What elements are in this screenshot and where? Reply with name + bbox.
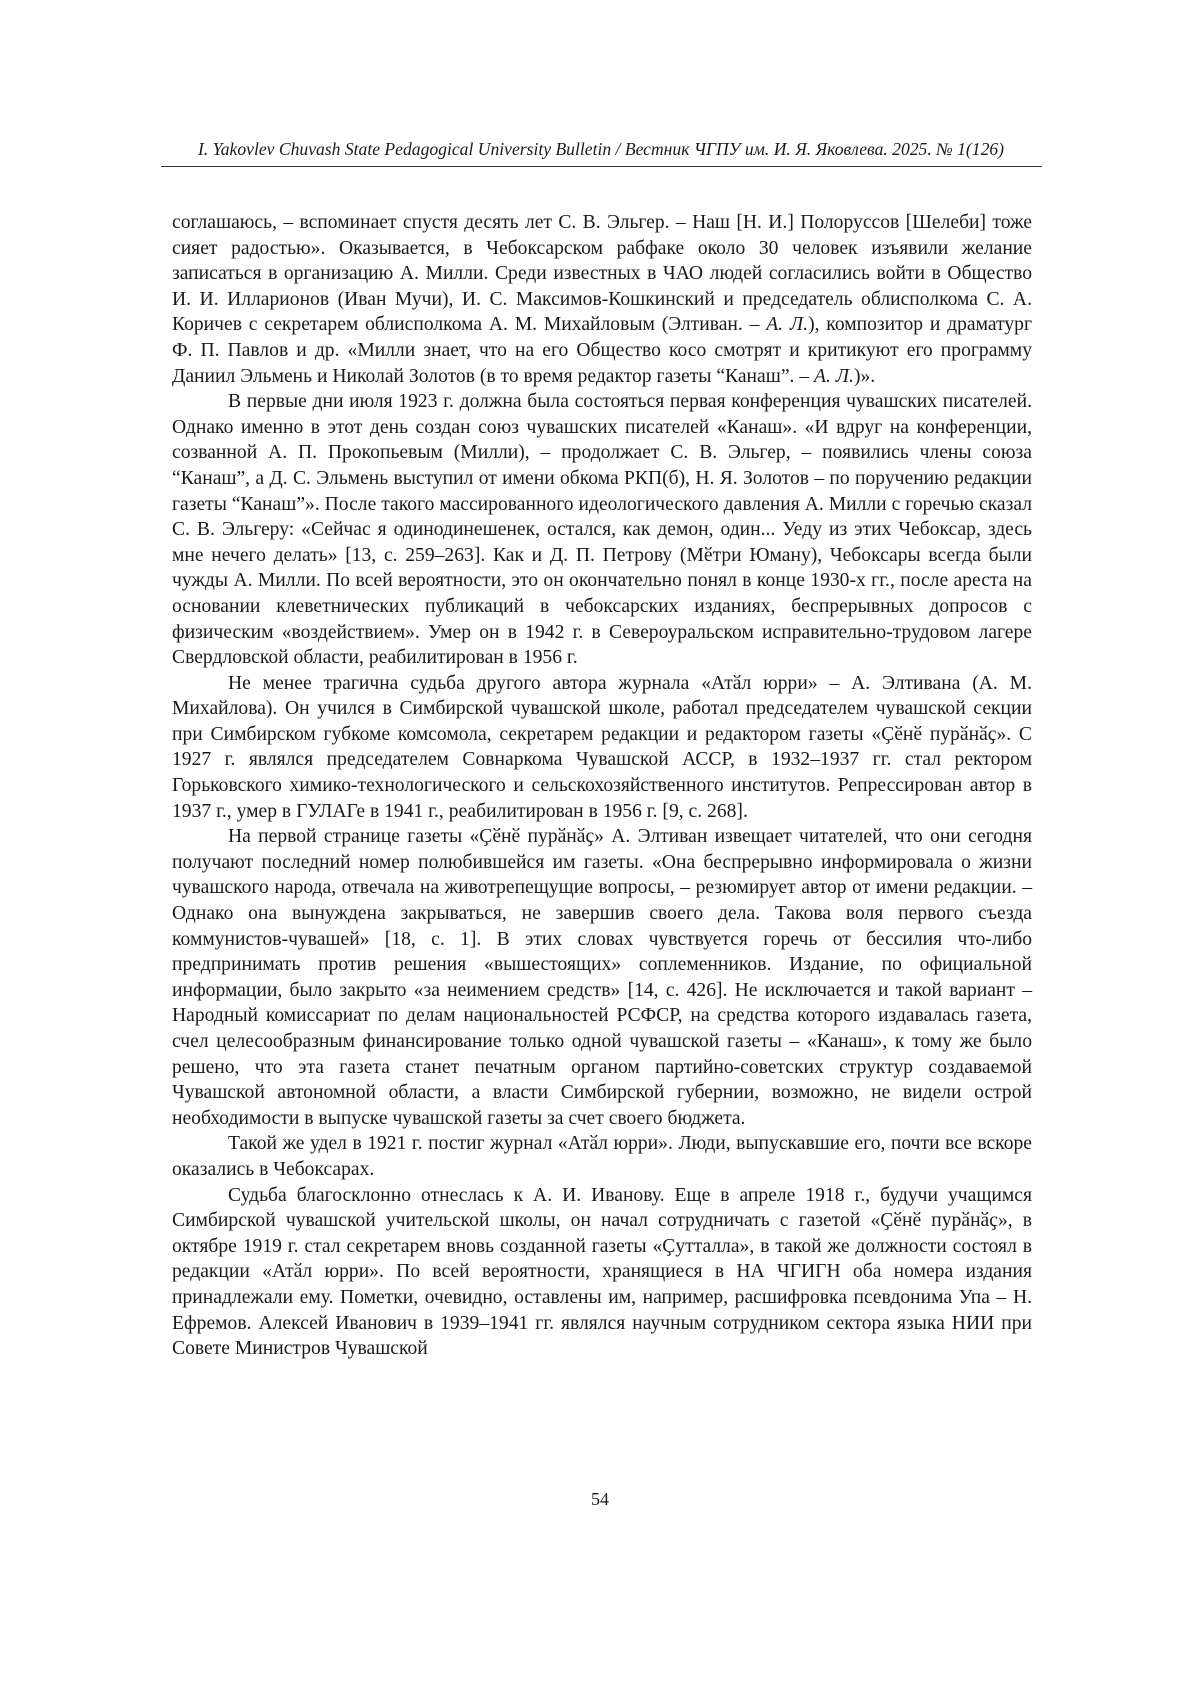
text-run: В первые дни июля 1923 г. должна была состояться первая конференция чувашских писателей. Однако именно в этот день создан союз чувашских писателей «Канаш». «И вдруг на конференции, созванной А. П. Прокопьевым (Милли), – продолжает С. В. Эльгер, – появились члены союза “Канаш”, а Д. С. Эльмень выступил от имени обкома РКП(б), Н. Я. Золотов – по поручению редакции газеты “Канаш”». После такого массированного идеологического давления А. Милли с горечью сказал С. В. Эльгеру: «Сейчас я одинодинешенек, остался, как демон, один... Уеду из этих Чебоксар, здесь мне нечего делать» [13, с. 259–263]. Как и Д. П. Петрову (Мӗтри Юману), Чебоксары всегда были чужды А. Милли. По всей вероятности, это он окончательно понял в конце 1930-х гг., после ареста на основании клеветнических публикаций в чебоксарских изданиях, беспрерывных допросов с физическим «воздействием». Умер он в 1942 г. в Североуральском исправительно-трудовом лагере Свердловской области, реабилитирован в 1956 г.	[172, 391, 1032, 669]
paragraph	[172, 389, 1032, 671]
article-body	[172, 210, 1032, 1362]
text-run: соглашаюсь, – вспоминает спустя десять лет С. В. Эльгер. – Наш [Н. И.] Полоруссов [Шелеби] тоже сияет радостью». Оказывается, в Чебоксарском рабфаке около 30 человек изъявили желание записаться в организацию А. Милли. Среди известных в ЧАО людей согласились войти в Общество И. И. Илларионов (Иван Мучи), И. С. Максимов-Кошкинский и председатель облисполкома С. А. Коричев с секретарем облисполкома А. М. Михайловым (Элтиван. –	[172, 212, 1032, 336]
paragraph	[172, 1131, 1032, 1182]
text-run: Не менее трагична судьба другого автора журнала «Атӑл юрри» – А. Элтивана (А. М. Михайлова). Он учился в Симбирской чувашской школе, работал председателем чувашской секции при Симбирском губкоме комсомола, секретарем редакции и редактором газеты «Ҫӗнӗ пурӑнӑҫ». С 1927 г. являлся председателем Совнаркома Чувашской АССР, в 1932–1937 гг. стал ректором Горьковского химико-технологического и сельскохозяйственного институтов. Репрессирован автор в 1937 г., умер в ГУЛАГе в 1941 г., реабилитирован в 1956 г. [9, с. 268].	[172, 672, 1032, 822]
italic-text: А. Л.	[814, 365, 854, 387]
paragraph	[172, 824, 1032, 1131]
page-number: 54	[591, 1489, 609, 1509]
running-header: I. Yakovlev Chuvash State Pedagogical University Bulletin / Вестник ЧГПУ им. И. Я. Яковлева. 2025. № 1(126)	[197, 139, 1005, 159]
text-run: Такой же удел в 1921 г. постиг журнал «Атӑл юрри». Люди, выпускавшие его, почти все вскоре оказались в Чебоксарах.	[172, 1133, 1032, 1180]
paragraph	[172, 1183, 1032, 1362]
text-run: ), композитор и драматург Ф. П. Павлов и др. «Милли знает, что на его Общество косо смотрят и критикуют его программу Даниил Эльмень и Николай Золотов (в то время редактор газеты “Канаш”. –	[172, 314, 1032, 387]
paragraph	[172, 671, 1032, 825]
text-run: Судьба благосклонно отнеслась к А. И. Иванову. Еще в апреле 1918 г., будучи учащимся Симбирской чувашской учительской школы, он начал сотрудничать с газетой «Ҫӗнӗ пурӑнӑҫ», в октябре 1919 г. стал секретарем вновь созданной газеты «Ҫутталла», в такой же должности состоял в редакции «Атӑл юрри». По всей вероятности, хранящиеся в НА ЧГИГН оба номера издания принадлежали ему. Пометки, очевидно, оставлены им, например, расшифровка псевдонима Упа – Н. Ефремов. Алексей Иванович в 1939–1941 гг. являлся научным сотрудником сектора языка НИИ при Совете Министров Чувашской	[172, 1184, 1032, 1360]
italic-text: А. Л.	[766, 314, 809, 336]
paragraph	[172, 210, 1032, 389]
text-run: На первой странице газеты «Ҫӗнӗ пурӑнӑҫ» А. Элтиван извещает читателей, что они сегодня получают последний номер полюбившейся им газеты. «Она беспрерывно информировала о жизни чувашского народа, отвечала на животрепещущие вопросы, – резюмирует автор от имени редакции. – Однако она вынуждена закрываться, не завершив своего дела. Такова воля первого съезда коммунистов-чувашей» [18, с. 1]. В этих словах чувствуется горечь от бессилия что-либо предпринимать против решения «вышестоящих» соплеменников. Издание, по официальной информации, было закрыто «за неимением средств» [14, с. 426]. Не исключается и такой вариант – Народный комиссариат по делам национальностей РСФСР, на средства которого издавалась газета, счел целесообразным финансирование только одной чувашской газеты – «Канаш», к тому же было решено, что эта газета станет печатным органом партийно-советских структур создаваемой Чувашской автономной области, а власти Симбирской губернии, возможно, не видели острой необходимости в выпуске чувашской газеты за счет своего бюджета.	[172, 826, 1032, 1129]
header-rule	[161, 166, 1042, 167]
text-run: )».	[853, 365, 876, 387]
